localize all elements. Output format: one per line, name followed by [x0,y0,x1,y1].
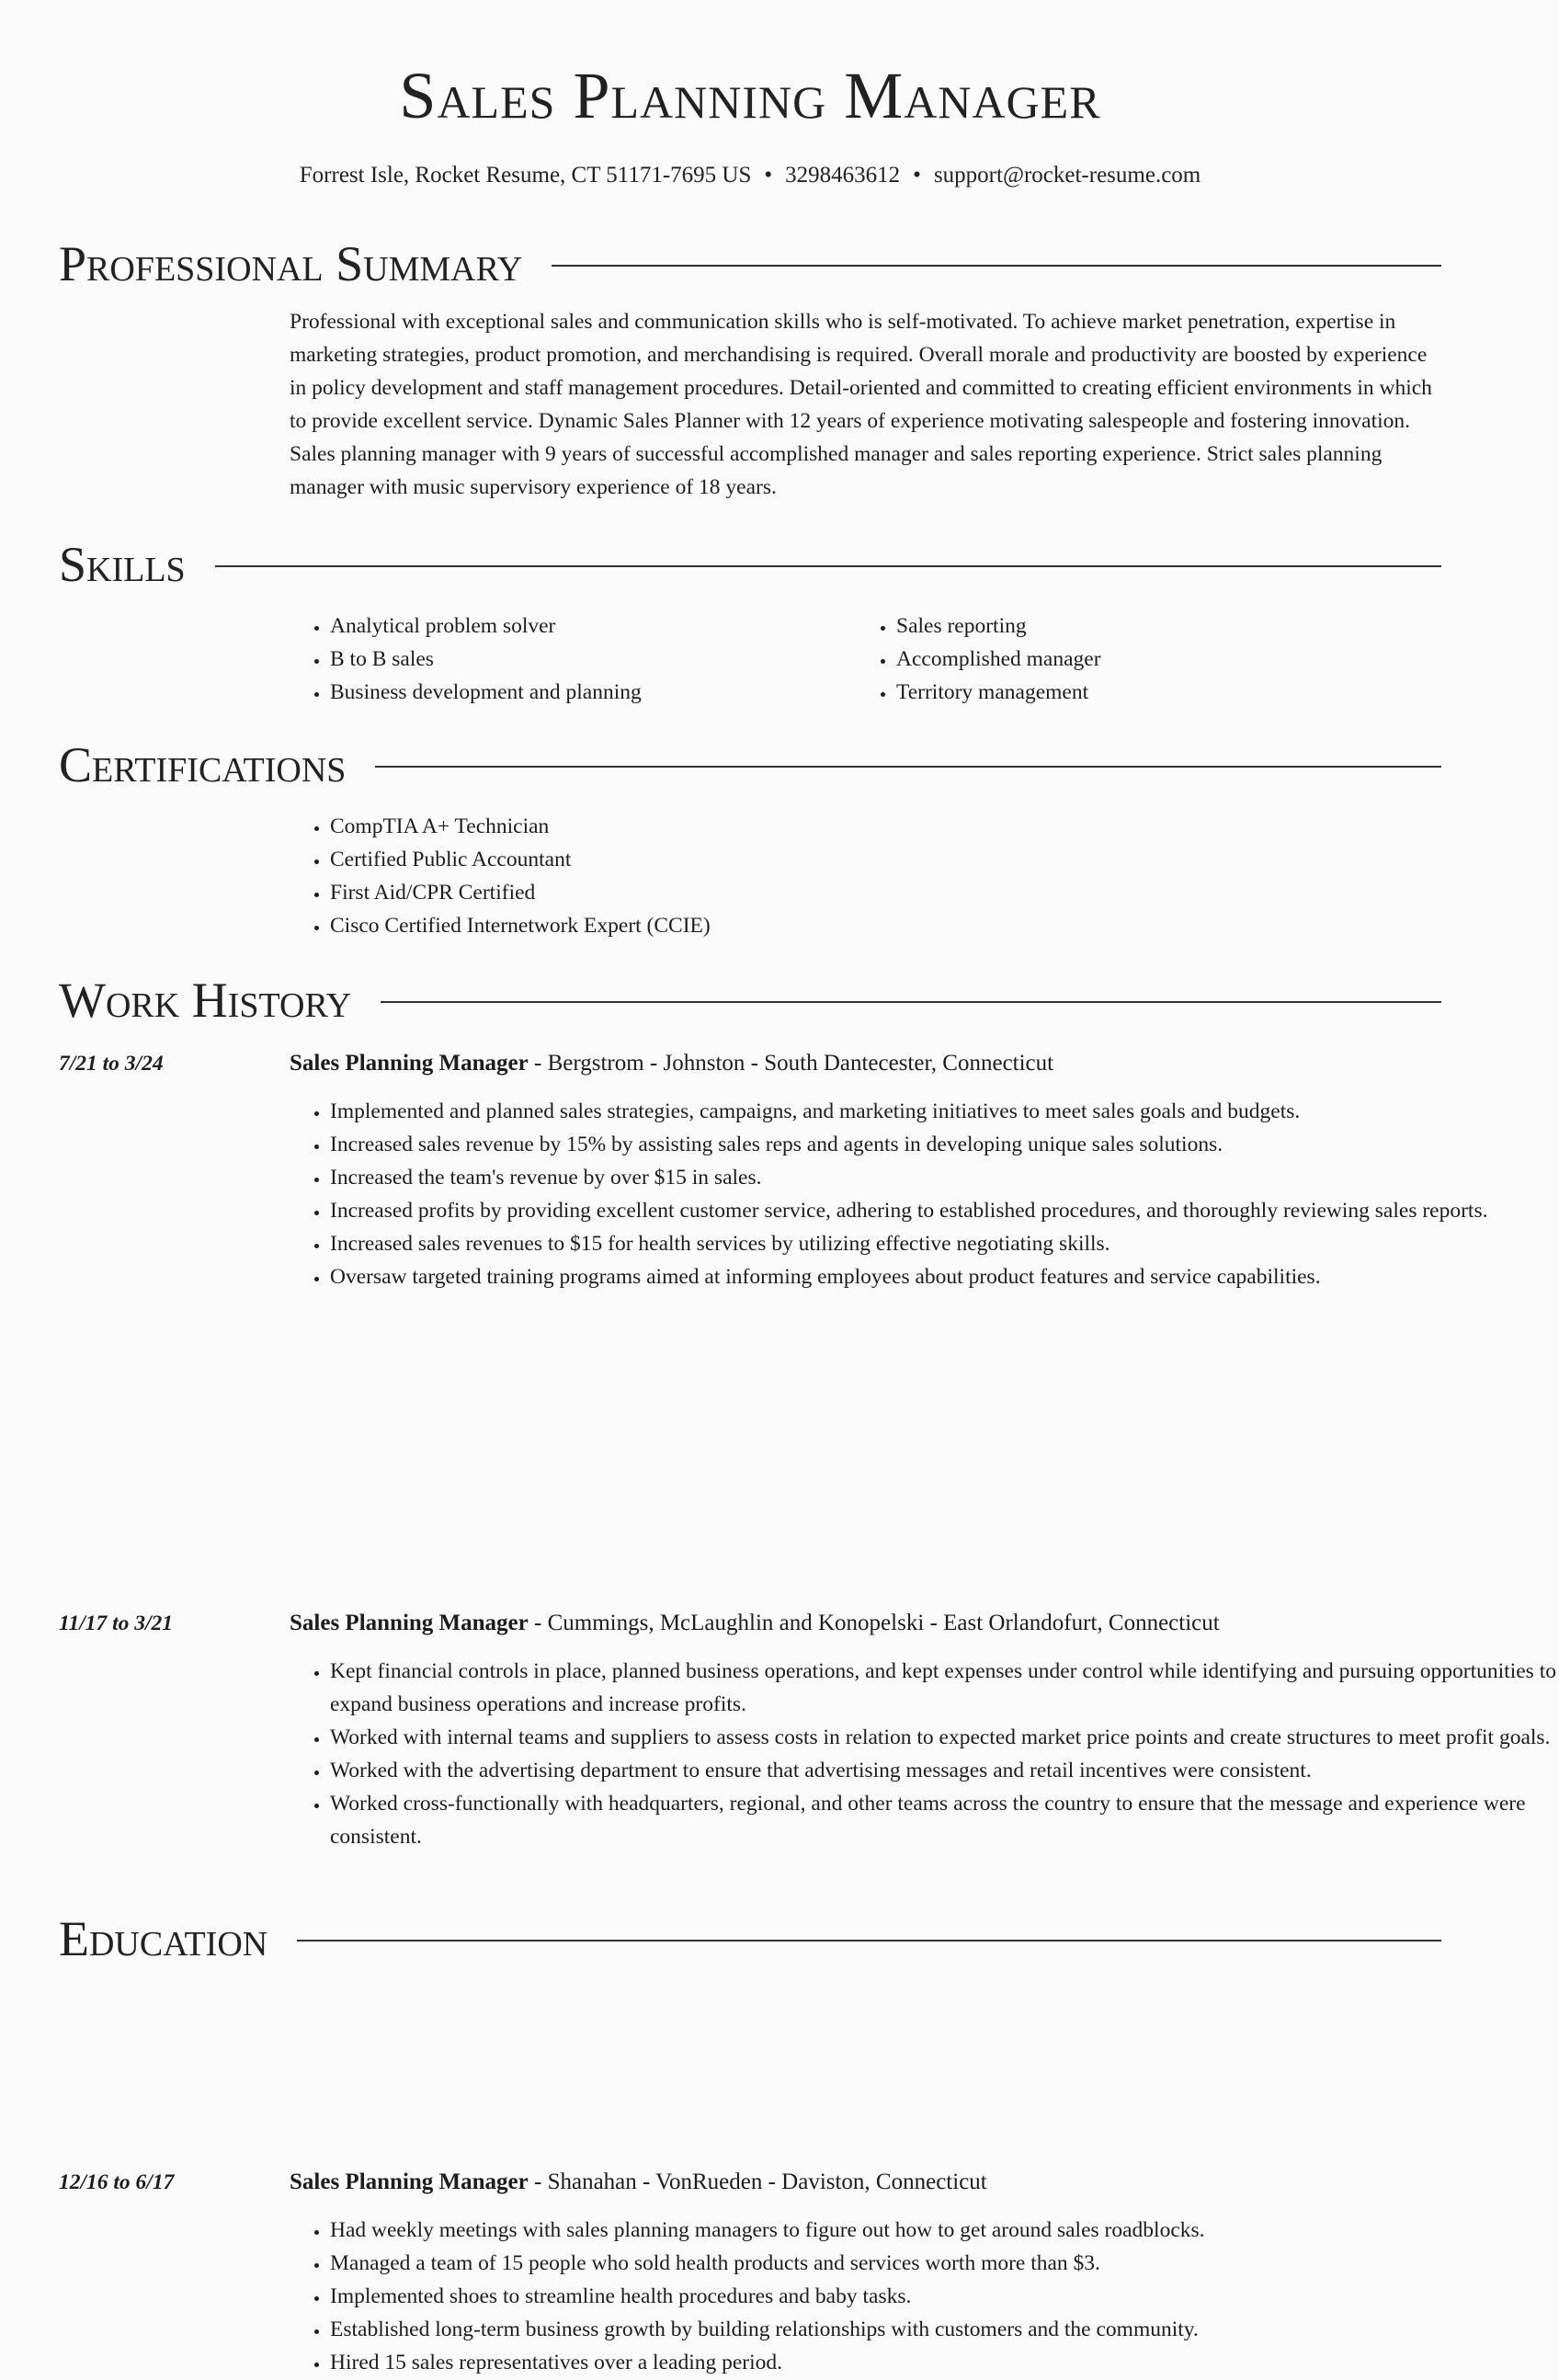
section-divider [552,265,1441,267]
skill-item: • Territory management [896,676,1422,709]
summary-section [59,232,1441,504]
job-bullet: • Worked with the advertising department to ensure that advertising messages and retail incentives were consistent. [330,1754,1559,1787]
section-title: Certifications [59,737,347,792]
contact-line [0,160,1500,191]
job-entry [59,1607,1559,1853]
job-bullets [290,2214,1559,2379]
job-heading [290,1047,1559,1080]
certification-item: • CompTIA A+ Technician [330,810,1441,843]
job-role: Sales Planning Manager [290,2169,529,2194]
skill-item: • Analytical problem solver [330,609,856,643]
job-bullet: • Oversaw targeted training programs aimed at informing employees about product features and service capabilities. [330,1260,1559,1293]
summary-body [290,305,1441,504]
job-date: 7/21 to 3/24 [59,1052,164,1076]
certifications-list [290,810,1441,942]
job-bullet: • Increased the team's revenue by over $15 in sales. [330,1161,1559,1194]
skills-section [59,532,1441,709]
section-title: Skills [59,537,186,592]
job-bullet: • Worked with internal teams and suppliers to assess costs in relation to expected market price points and create structures to meet profit goals. [330,1721,1559,1754]
certifications-section [59,733,1441,942]
job-heading [290,2166,1559,2199]
skill-item: • Sales reporting [896,609,1422,643]
job-date: 12/16 to 6/17 [59,2170,175,2194]
section-divider [215,565,1441,567]
job-bullet: • Worked cross-functionally with headquarters, regional, and other teams across the country to ensure that the message and experience were consistent. [330,1787,1559,1853]
skills-list [290,609,1441,709]
skills-column-left [290,609,856,709]
job-company: - Bergstrom - Johnston - South Dantecester, Connecticut [528,1051,1054,1076]
job-bullet: • Had weekly meetings with sales planning managers to figure out how to get around sales roadblocks. [330,2214,1559,2247]
section-divider [381,1001,1441,1003]
work-history-section [59,968,1441,1032]
section-divider [375,766,1441,768]
resume-title: Sales Planning Manager [399,59,1101,132]
education-section [59,1907,1441,1971]
job-bullet: • Increased sales revenues to $15 for health services by utilizing effective negotiating skills. [330,1227,1559,1260]
job-heading [290,1607,1559,1640]
certification-item: • Cisco Certified Internetwork Expert (CCIE) [330,909,1441,942]
skill-item: • Business development and planning [330,676,856,709]
job-entry [59,1047,1559,1293]
summary-text: Professional with exceptional sales and communication skills who is self-motivated. To achieve market penetration, expertise in marketing strategies, product promotion, and merchandising is required. Overall morale and productivity are boosted by experience in policy development and staff management procedures. Detail-oriented and committed to creating efficient environments in which to provide excellent service. Dynamic Sales Planner with 12 years of experience motivating salespeople and fostering innovation. Sales planning manager with 9 years of successful accomplished manager and sales reporting experience. Strict sales planning manager with music supervisory experience of 18 years. [290,310,1432,499]
job-bullets [290,1655,1559,1853]
job-bullet: • Implemented and planned sales strategies, campaigns, and marketing initiatives to meet sales goals and budgets. [330,1095,1559,1128]
certifications-heading [59,733,1441,797]
section-title: Education [59,1911,268,1966]
skill-item: • B to B sales [330,643,856,676]
job-bullet: • Established long-term business growth by building relationships with customers and the community. [330,2313,1559,2346]
job-bullet: • Increased sales revenue by 15% by assisting sales reps and agents in developing unique sales solutions. [330,1128,1559,1161]
contact-separator: • [913,163,921,188]
education-heading [59,1907,1441,1971]
job-bullet: • Increased profits by providing excellent customer service, adhering to established procedures, and thoroughly reviewing sales reports. [330,1194,1559,1227]
section-title: Professional Summary [59,236,523,291]
job-bullet: • Implemented shoes to streamline health procedures and baby tasks. [330,2280,1559,2313]
job-role: Sales Planning Manager [290,1051,529,1076]
contact-phone: 3298463612 [785,163,901,188]
contact-email: support@rocket-resume.com [933,163,1201,188]
work-history-heading [59,968,1441,1032]
section-title: Work History [59,973,352,1028]
job-entry [59,2166,1559,2379]
job-date: 11/17 to 3/21 [59,1611,174,1635]
summary-heading [59,232,1441,296]
job-company: - Shanahan - VonRueden - Daviston, Connecticut [528,2169,987,2194]
job-company: - Cummings, McLaughlin and Konopelski - East Orlandofurt, Connecticut [528,1611,1220,1635]
contact-separator: • [764,163,773,188]
job-bullet: • Kept financial controls in place, planned business operations, and kept expenses under control while identifying and pursuing opportunities to expand business operations and increase profits. [330,1655,1559,1721]
certification-item: • First Aid/CPR Certified [330,876,1441,909]
certification-item: • Certified Public Accountant [330,843,1441,876]
skills-column-right [856,609,1422,709]
job-role: Sales Planning Manager [290,1611,529,1635]
skill-item: • Accomplished manager [896,643,1422,676]
section-divider [297,1940,1441,1942]
job-bullet: • Managed a team of 15 people who sold health products and services worth more than $3. [330,2247,1559,2280]
skills-heading [59,532,1441,597]
job-bullets [290,1095,1559,1293]
contact-address: Forrest Isle, Rocket Resume, CT 51171-7695 US [299,163,752,188]
job-bullet: • Hired 15 sales representatives over a leading period. [330,2346,1559,2379]
